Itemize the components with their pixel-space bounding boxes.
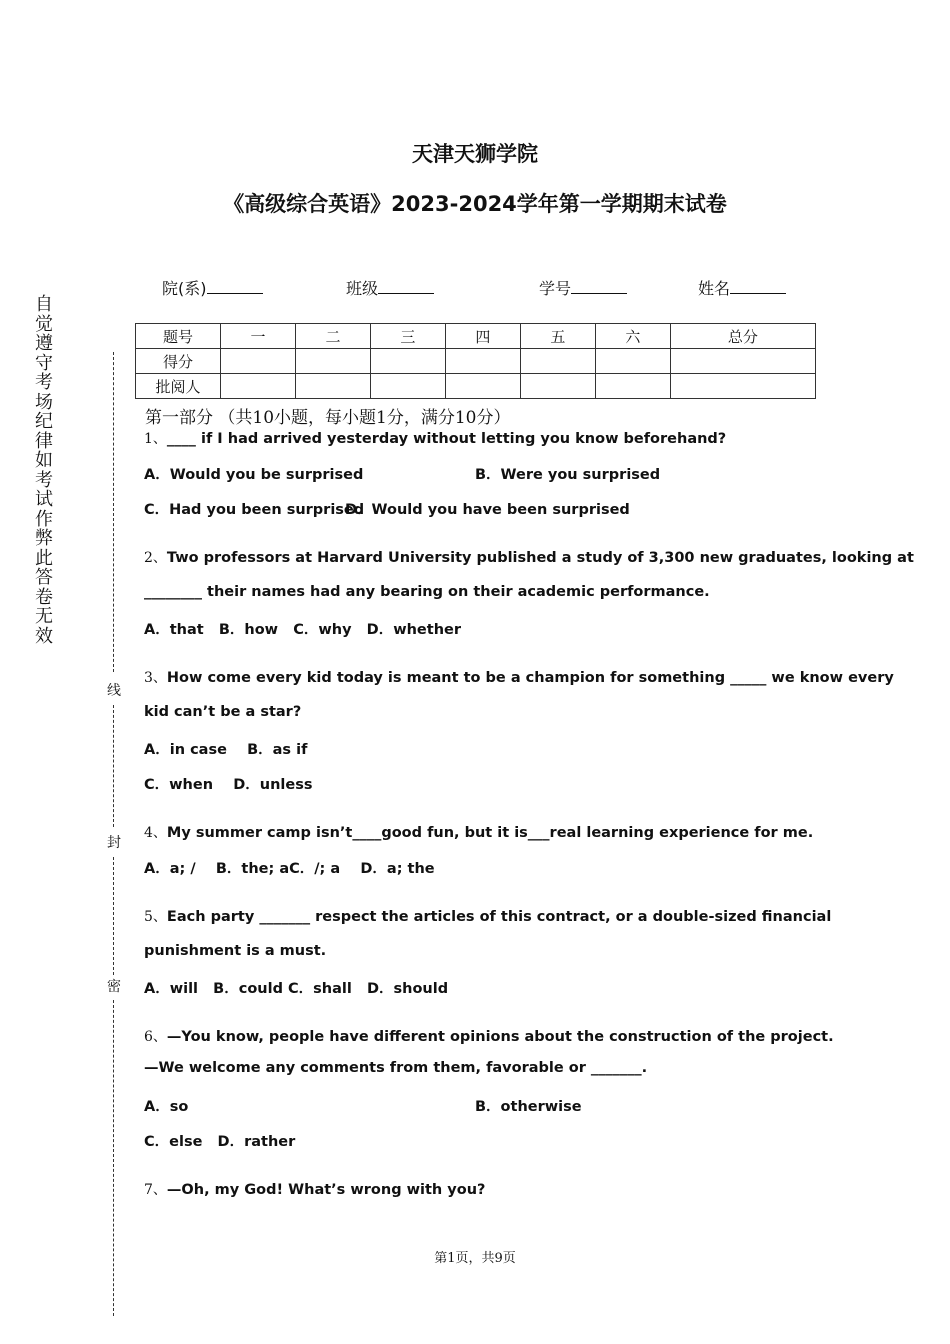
score-table-row	[136, 349, 816, 374]
reviewer-cell[interactable]	[670, 374, 815, 399]
section-title: 第一部分 （共10小题，每小题1分，满分10分）	[145, 408, 511, 428]
table-header-cell: 题号	[136, 324, 221, 349]
question-number: 3、	[144, 670, 167, 686]
school-title: 天津天狮学院	[412, 142, 538, 166]
binding-dashed-line-bottom	[113, 1000, 114, 1316]
department-blank[interactable]	[207, 278, 263, 294]
question-text: My summer camp isn’t____good fun, but it is___real learning experience for me.	[166, 825, 814, 841]
question-4	[144, 822, 813, 842]
score-cell[interactable]	[520, 349, 595, 374]
question-text: —You know, people have different opinions about the construction of the project.	[166, 1029, 834, 1045]
question-text: ____ if I had arrived yesterday without letting you know beforehand?	[166, 431, 727, 447]
score-row-label: 得分	[136, 349, 221, 374]
reviewer-cell[interactable]	[221, 374, 296, 399]
page-footer: 第1页，共9页	[434, 1251, 516, 1266]
score-table	[135, 323, 816, 399]
score-cell[interactable]	[595, 349, 670, 374]
q6-options-line2[interactable]: C．else D．rather	[144, 1134, 296, 1150]
score-cell[interactable]	[295, 349, 370, 374]
student-id-field	[539, 276, 627, 299]
q5-options[interactable]: A．will B．could C．shall D．should	[144, 981, 449, 997]
question-5	[144, 906, 831, 926]
question-2	[144, 547, 914, 567]
binding-mark-seal: 封	[106, 832, 122, 852]
question-number: 2、	[144, 550, 167, 566]
score-table-header-row	[136, 324, 816, 349]
question-1	[144, 428, 726, 448]
question-7	[144, 1179, 485, 1199]
exam-title: 《高级综合英语》2023-2024学年第一学期期末试卷	[223, 192, 727, 216]
score-cell[interactable]	[670, 349, 815, 374]
score-cell[interactable]	[221, 349, 296, 374]
question-5-continued: punishment is a must.	[144, 943, 327, 959]
question-text: Each party _______ respect the articles of this contract, or a double-sized financial	[166, 909, 832, 925]
class-field	[346, 276, 434, 299]
question-number: 7、	[144, 1182, 167, 1198]
question-3-continued: kid can’t be a star?	[144, 704, 302, 720]
class-blank[interactable]	[378, 278, 434, 294]
question-number: 5、	[144, 909, 167, 925]
q1-option-d[interactable]: D．Would you have been surprised	[345, 502, 630, 518]
binding-mark-line: 线	[106, 680, 122, 700]
question-number: 1、	[144, 431, 167, 447]
reviewer-cell[interactable]	[295, 374, 370, 399]
binding-dashed-line-top	[113, 352, 114, 672]
reviewer-cell[interactable]	[370, 374, 445, 399]
q6-option-a[interactable]: A．so	[144, 1099, 189, 1115]
table-header-cell: 六	[595, 324, 670, 349]
binding-dashed-line-mid1	[113, 705, 114, 827]
class-label: 班级	[346, 279, 379, 298]
department-label: 院(系)	[162, 279, 207, 298]
binding-mark-secret: 密	[106, 976, 122, 996]
name-label: 姓名	[698, 279, 731, 298]
department-field	[162, 276, 263, 299]
student-id-blank[interactable]	[571, 278, 627, 294]
reviewer-cell[interactable]	[595, 374, 670, 399]
table-header-cell: 五	[520, 324, 595, 349]
q6-option-b[interactable]: B．otherwise	[475, 1099, 582, 1115]
reviewer-cell[interactable]	[445, 374, 520, 399]
score-table-row	[136, 374, 816, 399]
question-number: 4、	[144, 825, 167, 841]
reviewer-cell[interactable]	[520, 374, 595, 399]
q1-option-b[interactable]: B．Were you surprised	[475, 467, 661, 483]
q4-options[interactable]: A．a; / B．the; aC．/; a D．a; the	[144, 861, 435, 877]
question-6-continued: —We welcome any comments from them, favorable or _______.	[144, 1060, 648, 1076]
name-blank[interactable]	[730, 278, 786, 294]
question-2-continued: ________ their names had any bearing on their academic performance.	[144, 584, 710, 600]
binding-dashed-line-mid2	[113, 857, 114, 975]
q3-options-line1[interactable]: A．in case B．as if	[144, 742, 308, 758]
table-header-cell: 二	[295, 324, 370, 349]
question-text: Two professors at Harvard University published a study of 3,300 new graduates, looking at	[166, 550, 914, 566]
vertical-warning-text: 自觉遵守考场纪律如考试作弊此答卷无效	[35, 294, 53, 647]
q2-options[interactable]: A．that B．how C．why D．whether	[144, 622, 461, 638]
score-cell[interactable]	[370, 349, 445, 374]
table-header-cell: 一	[221, 324, 296, 349]
score-cell[interactable]	[445, 349, 520, 374]
student-id-label: 学号	[539, 279, 572, 298]
question-3	[144, 667, 894, 687]
table-header-cell: 四	[445, 324, 520, 349]
question-text: —Oh, my God! What’s wrong with you?	[166, 1182, 486, 1198]
q3-options-line2[interactable]: C．when D．unless	[144, 777, 313, 793]
table-header-cell: 三	[370, 324, 445, 349]
table-header-cell: 总分	[670, 324, 815, 349]
question-text: How come every kid today is meant to be a champion for something _____ we know every	[166, 670, 894, 686]
question-6	[144, 1026, 834, 1046]
q1-option-a[interactable]: A．Would you be surprised	[144, 467, 364, 483]
name-field	[698, 276, 786, 299]
reviewer-row-label: 批阅人	[136, 374, 221, 399]
q1-option-c[interactable]: C．Had you been surprised	[144, 502, 365, 518]
question-number: 6、	[144, 1029, 167, 1045]
